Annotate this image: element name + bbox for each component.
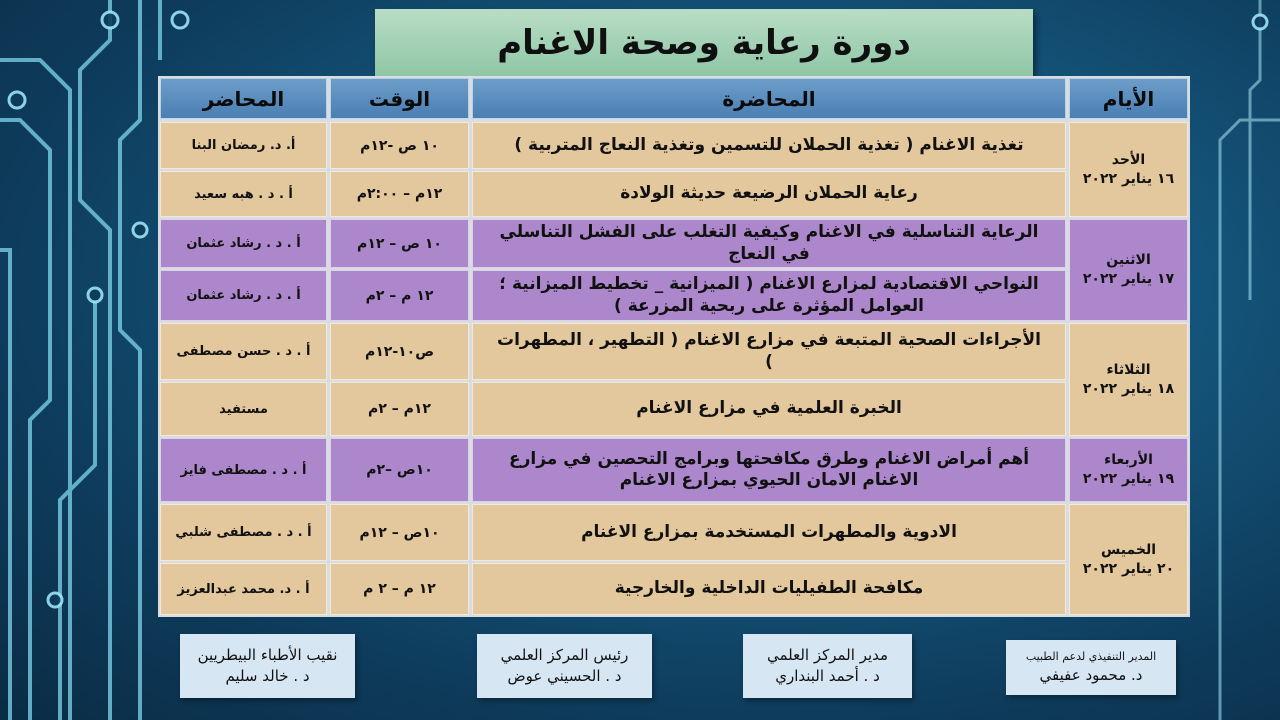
- signature-role: المدير التنفيذي لدعم الطبيب: [1025, 650, 1157, 664]
- day-name: الثلاثاء: [1106, 361, 1151, 378]
- signature-role: مدير المركز العلمي: [766, 646, 889, 664]
- lecture-cell: الرعاية التناسلية في الاغنام وكيفية التغلب على الفشل التناسلي في النعاج: [472, 219, 1066, 268]
- signature-box: [477, 634, 652, 698]
- day-date: ٢٠ يناير ٢٠٢٢: [1082, 560, 1175, 577]
- signature-box: [743, 634, 912, 698]
- day-date: ١٨ يناير ٢٠٢٢: [1082, 380, 1175, 397]
- signature-box: [1006, 640, 1176, 695]
- lecturer-cell: أ . د . رشاد عثمان: [160, 219, 327, 268]
- lecturer-cell: أ . د . مصطفى فايز: [160, 438, 327, 502]
- day-date: ١٧ يناير ٢٠٢٢: [1082, 271, 1175, 287]
- signature-role: نقيب الأطباء البيطريين: [197, 646, 338, 664]
- time-cell: ١٢ م – ٢ م: [330, 563, 469, 615]
- time-cell: ١٠ ص -١٢م: [330, 122, 469, 169]
- header-lecturer: المحاضر: [160, 78, 327, 119]
- lecturer-cell: مستفيد: [160, 382, 327, 436]
- signature-name: د. محمود عفيفي: [1039, 665, 1143, 684]
- day-cell: [1069, 122, 1188, 217]
- signature-role: رئيس المركز العلمي: [500, 646, 629, 664]
- day-name: الأحد: [1111, 151, 1146, 168]
- day-date: ١٩ يناير ٢٠٢٢: [1082, 471, 1175, 487]
- lecture-cell: الخبرة العلمية في مزارع الاغنام: [472, 382, 1066, 436]
- schedule-table: [158, 76, 1190, 617]
- lecture-cell: تغذية الاغنام ( تغذية الحملان للتسمين وتغذية النعاج المتربية ): [472, 122, 1066, 169]
- signature-name: د . أحمد البنداري: [775, 667, 880, 685]
- day-cell: [1069, 323, 1188, 436]
- time-cell: ١٢ م – ٢م: [330, 270, 469, 321]
- lecture-cell: أهم أمراض الاغنام وطرق مكافحتها وبرامج التحصين في مزارع الاغنام الامان الحيوي بمزارع الاغنام: [472, 438, 1066, 502]
- signature-box: [180, 634, 355, 698]
- day-date: ١٦ يناير ٢٠٢٢: [1082, 170, 1175, 187]
- page-title: دورة رعاية وصحة الاغنام: [497, 23, 911, 63]
- time-cell: ١٠ ص – ١٢م: [330, 219, 469, 268]
- lecturer-cell: أ . د . رشاد عثمان: [160, 270, 327, 321]
- time-cell: ص١٠-١٢م: [330, 323, 469, 380]
- lecturer-cell: أ . د. محمد عبدالعزيز: [160, 563, 327, 615]
- lecturer-cell: أ . د . هبه سعيد: [160, 171, 327, 217]
- time-cell: ١٢م – ٢م: [330, 382, 469, 436]
- title-banner: [375, 9, 1033, 77]
- lecture-cell: رعاية الحملان الرضيعة حديثة الولادة: [472, 171, 1066, 217]
- signature-name: د . خالد سليم: [225, 667, 310, 685]
- lecture-cell: النواحي الاقتصادية لمزارع الاغنام ( الميزانية _ تخطيط الميزانية ؛ العوامل المؤثرة على ربحية المزرعة ): [472, 270, 1066, 321]
- day-cell: [1069, 438, 1188, 502]
- time-cell: ١٠ص – ١٢م: [330, 504, 469, 561]
- time-cell: ١٠ص –٢م: [330, 438, 469, 502]
- day-name: الخميس: [1100, 541, 1157, 558]
- header-time: الوقت: [330, 78, 469, 119]
- lecturer-cell: أ . د . حسن مصطفى: [160, 323, 327, 380]
- day-cell: [1069, 504, 1188, 615]
- time-cell: ١٢م – ٢:٠٠م: [330, 171, 469, 217]
- lecturer-cell: أ. د. رمضان البنا: [160, 122, 327, 169]
- lecturer-cell: أ . د . مصطفى شلبي: [160, 504, 327, 561]
- day-name: الاثنين: [1106, 252, 1151, 269]
- header-lecture: المحاضرة: [472, 78, 1066, 119]
- day-name: الأربعاء: [1104, 452, 1153, 469]
- day-cell: [1069, 219, 1188, 321]
- lecture-cell: الأجراءات الصحية المتبعة في مزارع الاغنام ( التطهير ، المطهرات ): [472, 323, 1066, 380]
- header-days: الأيام: [1069, 78, 1188, 119]
- signature-name: د . الحسيني عوض: [507, 667, 622, 685]
- lecture-cell: مكافحة الطفيليات الداخلية والخارجية: [472, 563, 1066, 615]
- lecture-cell: الادوية والمطهرات المستخدمة بمزارع الاغنام: [472, 504, 1066, 561]
